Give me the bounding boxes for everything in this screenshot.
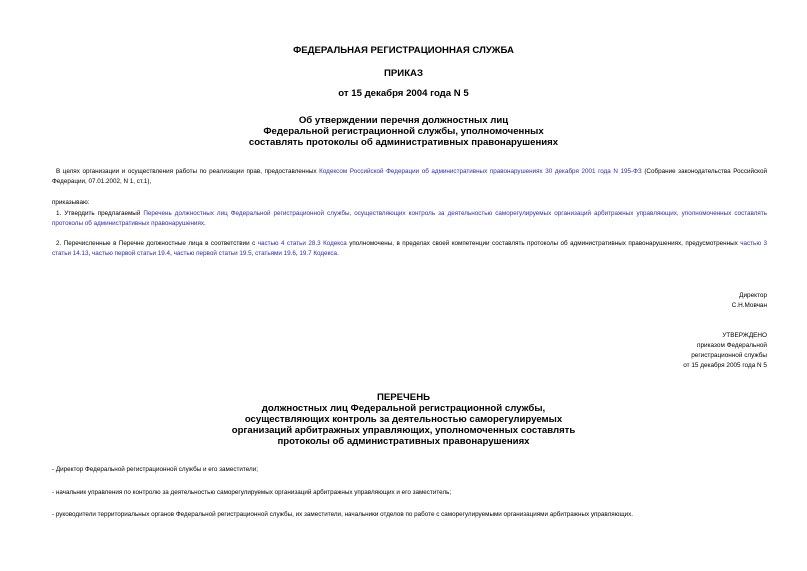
preamble-paragraph xyxy=(52,167,767,187)
signature-position: Директор xyxy=(739,292,767,299)
article-link[interactable]: частью первой статьи 19.5 xyxy=(173,250,252,257)
list-subtitle xyxy=(40,403,767,447)
approval-title: УТВЕРЖДЕНО xyxy=(722,332,767,339)
document-title xyxy=(40,115,767,148)
article-link[interactable]: частью 3 статьи 14.13 xyxy=(52,240,768,257)
article-link[interactable]: 19.7 Кодекса xyxy=(299,250,338,257)
title-line: Об утверждении перечня должностных лиц xyxy=(298,115,509,126)
list-title: ПЕРЕЧЕНЬ xyxy=(376,392,431,403)
article-link[interactable]: частью первой статьи 19.4 xyxy=(92,250,171,257)
subtitle-line: осуществляющих контроль за деятельностью саморегулируемых xyxy=(244,414,563,425)
approval-line: от 15 декабря 2005 года N 5 xyxy=(683,362,767,369)
order-item-2 xyxy=(52,239,767,259)
approval-block xyxy=(683,331,767,371)
doc-type-heading: ПРИКАЗ xyxy=(384,68,423,79)
item-text: , xyxy=(295,250,300,257)
list-item: - начальник управления по контролю за деятельностью саморегулируемых организаций арбитражных управляющих и его заместитель; xyxy=(52,489,452,496)
signature-name: С.Н.Мовчан xyxy=(731,302,767,309)
code-link[interactable]: Кодексом Российской Федерации об административных правонарушениях 30 декабря 2001 года N 195-ФЗ xyxy=(319,168,642,175)
approval-line: приказом Федеральной xyxy=(697,342,767,349)
item-text: , xyxy=(170,250,174,257)
item-text: уполномочены, в пределах своей компетенции составлять протоколы об административных правонарушениях, предусмотренных xyxy=(346,240,741,247)
subtitle-line: должностных лиц Федеральной регистрационной службы, xyxy=(261,403,546,414)
order-item-1 xyxy=(52,209,767,229)
order-word: приказываю: xyxy=(52,199,90,206)
item-text: 2. Перечисленные в Перечне должностные лица в соответствии с xyxy=(56,240,258,247)
list-link[interactable]: Перечень должностных лиц Федеральной регистрационной службы, осуществляющих контроль за деятельностью саморегулируемых организаций арбитражных управляющих, уполномоченных составлять протоколы об административных правонарушениях xyxy=(52,210,767,227)
item-text: , xyxy=(88,250,93,257)
item-text: . xyxy=(337,250,339,257)
signature-block xyxy=(732,291,767,311)
subtitle-line: организаций арбитражных управляющих, уполномоченных составлять xyxy=(231,425,576,436)
item-text: 1. Утвердить предлагаемый xyxy=(56,210,144,217)
item-text: , xyxy=(251,250,256,257)
subtitle-line: протоколы об административных правонарушениях xyxy=(277,436,530,447)
item-text: . xyxy=(204,220,206,227)
article-link[interactable]: частью 4 статьи 28.3 Кодекса xyxy=(257,240,347,247)
doc-date-number: от 15 декабря 2004 года N 5 xyxy=(338,88,469,99)
article-link[interactable]: статьями 19.6 xyxy=(255,250,296,257)
list-item: - руководители территориальных органов Федеральной регистрационной службы, их заместители, начальники отделов по работе с саморегулируемыми организациями арбитражных управляющих. xyxy=(52,511,634,518)
preamble-text: В целях организации и осуществления работы по реализации прав, предоставленных xyxy=(56,168,320,175)
title-line: Федеральной регистрационной службы, уполномоченных xyxy=(263,126,544,137)
approval-line: регистрационной службы xyxy=(691,352,767,359)
list-item: - Директор Федеральной регистрационной службы и его заместители; xyxy=(52,466,258,473)
preamble-text: (Собрание законодательства Российской Федерации, 07.01.2002, N 1, ст.1), xyxy=(52,168,767,185)
title-line: составлять протоколы об административных правонарушениях xyxy=(248,137,559,148)
agency-heading: ФЕДЕРАЛЬНАЯ РЕГИСТРАЦИОННАЯ СЛУЖБА xyxy=(293,45,514,56)
